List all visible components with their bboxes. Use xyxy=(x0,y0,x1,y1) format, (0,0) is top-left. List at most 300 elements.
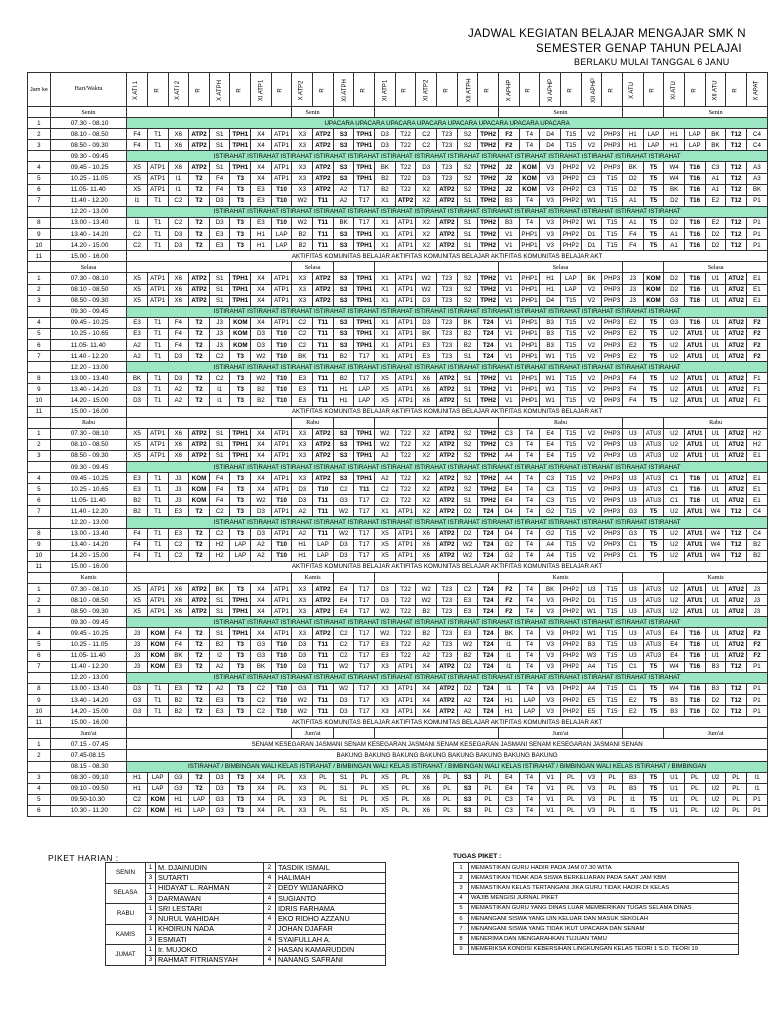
teacher-code: H2 xyxy=(209,539,230,550)
room-code: PHP3 xyxy=(602,528,623,539)
teacher-code: U1 xyxy=(705,439,726,450)
teacher-code: U3 xyxy=(622,495,643,506)
teacher-code: J3 xyxy=(622,273,643,284)
teacher-code: C2 xyxy=(457,584,478,595)
room-code: ATU3 xyxy=(643,606,664,617)
room-code: T23 xyxy=(437,339,458,350)
teacher-code: C3 xyxy=(499,428,520,439)
teacher-code: V1 xyxy=(499,339,520,350)
class-header: XII APHP xyxy=(581,73,602,107)
room-code: PHP1 xyxy=(519,240,540,251)
room-code: ATP1 xyxy=(395,506,416,517)
piket-name: DARMAWAN xyxy=(156,893,264,903)
teacher-code: U1 xyxy=(705,639,726,650)
teacher-code: U3 xyxy=(622,428,643,439)
period-number: 4 xyxy=(28,317,51,328)
teacher-code: C2 xyxy=(333,650,354,661)
room-code: T22 xyxy=(395,628,416,639)
room-code: T3 xyxy=(230,772,251,783)
teacher-code: C1 xyxy=(664,495,685,506)
teacher-code: S3 xyxy=(457,805,478,816)
piket-name: DEDY WIJANARKO xyxy=(276,883,386,893)
room-code: ATU3 xyxy=(643,595,664,606)
period-time: 14.20 - 15.00 xyxy=(50,550,126,561)
istirahat-row xyxy=(28,462,768,473)
room-code: T12 xyxy=(726,528,747,539)
teacher-code: H1 xyxy=(622,140,643,151)
room-code: LAP xyxy=(643,140,664,151)
room-code: ATP2 xyxy=(189,584,210,595)
room-code: PHP1 xyxy=(519,373,540,384)
room-code: T15 xyxy=(602,628,623,639)
room-code: T5 xyxy=(643,195,664,206)
room-code: ATU1 xyxy=(684,539,705,550)
period-number: 4 xyxy=(28,628,51,639)
teacher-code: F2 xyxy=(746,650,767,661)
piket-name: SUTARTI xyxy=(156,873,264,883)
teacher-code: C3 xyxy=(499,439,520,450)
period-time: 10.25 - 11.05 xyxy=(50,639,126,650)
room-code: PHP3 xyxy=(602,428,623,439)
teacher-code: S1 xyxy=(457,240,478,251)
period-time: 15.00 - 16.00 xyxy=(50,717,126,728)
day-band: Senin xyxy=(664,107,768,118)
room-code: T11 xyxy=(313,351,334,362)
period-time: 14.20 - 15.00 xyxy=(50,395,126,406)
teacher-code: U3 xyxy=(622,639,643,650)
period-row xyxy=(28,539,768,550)
teacher-code: V3 xyxy=(540,195,561,206)
teacher-code: X5 xyxy=(375,794,396,805)
teacher-code: F2 xyxy=(499,140,520,151)
room-code: T11 xyxy=(313,384,334,395)
teacher-code: W4 xyxy=(664,661,685,672)
teacher-code: H1 xyxy=(499,694,520,705)
teacher-code: D3 xyxy=(251,506,272,517)
teacher-code: BK xyxy=(746,184,767,195)
teacher-code: X1 xyxy=(375,195,396,206)
room-code: ATP1 xyxy=(147,439,168,450)
teacher-code: W2 xyxy=(292,195,313,206)
teacher-code: D3 xyxy=(333,694,354,705)
teacher-code: W2 xyxy=(333,683,354,694)
teacher-code: U2 xyxy=(705,794,726,805)
room-code: T5 xyxy=(643,328,664,339)
room-code: T3 xyxy=(230,495,251,506)
teacher-code: BK xyxy=(168,650,189,661)
teacher-code: B3 xyxy=(622,783,643,794)
room-code: ATU2 xyxy=(726,628,747,639)
teacher-code: U2 xyxy=(664,351,685,362)
teacher-code: V3 xyxy=(581,805,602,816)
day-band xyxy=(375,417,499,428)
teacher-code: X3 xyxy=(292,783,313,794)
room-code: TPH2 xyxy=(478,217,499,228)
room-code: ATP2 xyxy=(437,195,458,206)
tugas-number: 4 xyxy=(454,893,469,903)
room-code: ATU2 xyxy=(726,384,747,395)
day-header-row xyxy=(28,572,768,583)
period-number: 1 xyxy=(28,584,51,595)
room-code: T12 xyxy=(726,240,747,251)
teacher-code: H1 xyxy=(127,772,148,783)
room-code: ATU2 xyxy=(726,650,747,661)
teacher-code: U1 xyxy=(705,395,726,406)
tugas-row xyxy=(454,893,739,903)
teacher-code: D2 xyxy=(664,217,685,228)
room-code: ATP1 xyxy=(395,339,416,350)
room-code: KOM xyxy=(643,295,664,306)
tugas-text: MEMASTIKAN KELAS TERTANGANI JIKA GURU TIDAK HADIR DI KELAS xyxy=(469,883,739,893)
room-code: T4 xyxy=(519,606,540,617)
teacher-code: G3 xyxy=(209,805,230,816)
teacher-code: E4 xyxy=(664,628,685,639)
period-time: 07.30 - 08.10 xyxy=(50,273,126,284)
room-code: KOM xyxy=(189,495,210,506)
teacher-code: V2 xyxy=(581,395,602,406)
teacher-code: S3 xyxy=(333,339,354,350)
teacher-code: V3 xyxy=(540,628,561,639)
teacher-code: E3 xyxy=(416,351,437,362)
teacher-code: E2 xyxy=(622,351,643,362)
room-code: T3 xyxy=(230,783,251,794)
teacher-code: X4 xyxy=(251,284,272,295)
room-code: T22 xyxy=(395,495,416,506)
room-code: PHP3 xyxy=(602,339,623,350)
room-code: ATU2 xyxy=(726,428,747,439)
teacher-code: V2 xyxy=(581,506,602,517)
teacher-code: S1 xyxy=(209,450,230,461)
teacher-code: U1 xyxy=(705,351,726,362)
aktifitas-band: AKTIFITAS KOMUNITAS BELAJAR AKTIFITAS KOMUNITAS BELAJAR AKTIFITAS KOMUNITAS BELAJAR AKT xyxy=(127,561,768,572)
teacher-code: J3 xyxy=(746,606,767,617)
room-code: T17 xyxy=(354,595,375,606)
teacher-code: S1 xyxy=(457,395,478,406)
room-code: ATP2 xyxy=(189,595,210,606)
period-number: 8 xyxy=(28,683,51,694)
teacher-code: U1 xyxy=(705,484,726,495)
teacher-code: I1 xyxy=(622,805,643,816)
period-number: 4 xyxy=(28,162,51,173)
room-code: ATP2 xyxy=(313,584,334,595)
room-code: T17 xyxy=(354,584,375,595)
teacher-code: I1 xyxy=(209,384,230,395)
teacher-code: C1 xyxy=(664,473,685,484)
teacher-code: B2 xyxy=(251,395,272,406)
room-code: T17 xyxy=(354,628,375,639)
teacher-code: E3 xyxy=(251,195,272,206)
room-code: LAP xyxy=(147,772,168,783)
period-row xyxy=(28,783,768,794)
room-code: T15 xyxy=(560,450,581,461)
room-code: T11 xyxy=(313,328,334,339)
room-code: ATP2 xyxy=(437,439,458,450)
teacher-code: D3 xyxy=(127,384,148,395)
teacher-code: U1 xyxy=(705,495,726,506)
teacher-code: V1 xyxy=(499,328,520,339)
istirahat-row xyxy=(28,362,768,373)
piket-number: 3 xyxy=(146,955,156,965)
room-code: T15 xyxy=(560,140,581,151)
teacher-code: X5 xyxy=(127,162,148,173)
tugas-number: 7 xyxy=(454,924,469,934)
teacher-code: X1 xyxy=(375,295,396,306)
room-code: T1 xyxy=(147,240,168,251)
teacher-code: B3 xyxy=(622,772,643,783)
teacher-code: S3 xyxy=(333,173,354,184)
period-time: 11.40 - 12.20 xyxy=(50,351,126,362)
teacher-code: G3 xyxy=(664,317,685,328)
room-code: ATP1 xyxy=(395,550,416,561)
teacher-code: D3 xyxy=(333,550,354,561)
class-header: XII ATPH xyxy=(457,73,478,107)
teacher-code: S3 xyxy=(333,473,354,484)
piket-day: JUMAT xyxy=(106,945,146,966)
room-code: TPH1 xyxy=(230,273,251,284)
teacher-code: C2 xyxy=(168,217,189,228)
teacher-code: C3 xyxy=(705,162,726,173)
teacher-code: G3 xyxy=(292,683,313,694)
day-band xyxy=(127,262,292,273)
period-time: 09.45 - 10.25 xyxy=(50,162,126,173)
room-code: T22 xyxy=(395,473,416,484)
room-code: T23 xyxy=(437,584,458,595)
room-code: TPH2 xyxy=(478,439,499,450)
room-code: T3 xyxy=(230,694,251,705)
room-code: TPH1 xyxy=(354,428,375,439)
room-code: ATU2 xyxy=(726,395,747,406)
room-code: PHP1 xyxy=(519,295,540,306)
room-code: T4 xyxy=(519,484,540,495)
aktifitas-row xyxy=(28,717,768,728)
period-number xyxy=(28,306,51,317)
teacher-code: A2 xyxy=(168,395,189,406)
teacher-code: BK xyxy=(540,584,561,595)
teacher-code: X4 xyxy=(251,606,272,617)
period-row xyxy=(28,384,768,395)
teacher-code: X3 xyxy=(292,772,313,783)
teacher-code: E3 xyxy=(375,650,396,661)
teacher-code: A2 xyxy=(333,195,354,206)
room-code: T3 xyxy=(230,395,251,406)
period-time: 11.05- 11.40 xyxy=(50,339,126,350)
teacher-code: C2 xyxy=(292,339,313,350)
room-code: T24 xyxy=(478,351,499,362)
teacher-code: S1 xyxy=(209,162,230,173)
teacher-code: U2 xyxy=(664,439,685,450)
room-code: LAP xyxy=(684,140,705,151)
day-band xyxy=(622,107,663,118)
room-code: T3 xyxy=(230,229,251,240)
teacher-code: C2 xyxy=(168,539,189,550)
room-code: T24 xyxy=(478,528,499,539)
room-code: ATP2 xyxy=(189,439,210,450)
room-code: PHP3 xyxy=(602,450,623,461)
teacher-code: U1 xyxy=(705,384,726,395)
piket-number: 4 xyxy=(264,893,276,903)
istirahat-band: ISTIRAHAT ISTIRAHAT ISTIRAHAT ISTIRAHAT ISTIRAHAT ISTIRAHAT ISTIRAHAT ISTIRAHAT ISTIRAHAT ISTIRAHAT ISTIRAHAT ISTIRAHAT ISTIRAHAT ISTIRAHAT xyxy=(127,362,768,373)
room-code: LAP xyxy=(560,284,581,295)
teacher-code: D4 xyxy=(540,295,561,306)
teacher-code: I1 xyxy=(499,661,520,672)
room-code: ATP1 xyxy=(271,484,292,495)
teacher-code: X2 xyxy=(416,484,437,495)
period-row xyxy=(28,794,768,805)
period-number: 9 xyxy=(28,694,51,705)
teacher-code: X3 xyxy=(375,661,396,672)
teacher-code: X4 xyxy=(251,428,272,439)
room-code: PL xyxy=(395,772,416,783)
class-header: R xyxy=(437,73,458,107)
room-code: TPH2 xyxy=(478,140,499,151)
room-code: PL xyxy=(726,783,747,794)
teacher-code: U2 xyxy=(664,339,685,350)
tugas-piket-table xyxy=(453,862,739,955)
day-band: Kamis xyxy=(664,572,768,583)
teacher-code: F4 xyxy=(622,240,643,251)
room-code: LAP xyxy=(354,395,375,406)
period-time: 11.05- 11.40 xyxy=(50,184,126,195)
teacher-code: C3 xyxy=(499,805,520,816)
room-code: PL xyxy=(271,783,292,794)
teacher-code: D2 xyxy=(705,229,726,240)
room-code: PHP3 xyxy=(602,162,623,173)
teacher-code: H1 xyxy=(292,550,313,561)
piket-row xyxy=(106,893,386,903)
room-code: T24 xyxy=(478,639,499,650)
room-code: ATP1 xyxy=(271,295,292,306)
room-code: PHP2 xyxy=(560,639,581,650)
period-row xyxy=(28,184,768,195)
room-code: PHP3 xyxy=(602,295,623,306)
room-code: T1 xyxy=(147,229,168,240)
teacher-code: BK xyxy=(499,628,520,639)
teacher-code: S3 xyxy=(333,273,354,284)
room-code: TPH1 xyxy=(354,140,375,151)
teacher-code: S3 xyxy=(333,295,354,306)
room-code: T3 xyxy=(230,661,251,672)
teacher-code: X4 xyxy=(251,129,272,140)
room-code: ATP2 xyxy=(437,706,458,717)
teacher-code: P1 xyxy=(746,805,767,816)
room-code: T5 xyxy=(643,240,664,251)
period-row xyxy=(28,373,768,384)
period-row xyxy=(28,162,768,173)
piket-number: 2 xyxy=(264,945,276,955)
teacher-code: D3 xyxy=(209,217,230,228)
room-code: PL xyxy=(437,772,458,783)
teacher-code: E3 xyxy=(292,373,313,384)
room-code: ATU1 xyxy=(684,339,705,350)
period-time: 08.10 - 08.50 xyxy=(50,129,126,140)
period-number: 11 xyxy=(28,561,51,572)
period-number: 5 xyxy=(28,639,51,650)
piket-name: TASDIK ISMAIL xyxy=(276,863,386,873)
istirahat-band: ISTIRAHAT ISTIRAHAT ISTIRAHAT ISTIRAHAT ISTIRAHAT ISTIRAHAT ISTIRAHAT ISTIRAHAT ISTIRAHAT ISTIRAHAT ISTIRAHAT ISTIRAHAT ISTIRAHAT ISTIRAHAT xyxy=(127,617,768,628)
period-time: 13.40 - 14.20 xyxy=(50,694,126,705)
room-code: T22 xyxy=(395,484,416,495)
room-code: TPH1 xyxy=(354,328,375,339)
teacher-code: X4 xyxy=(416,683,437,694)
piket-row xyxy=(106,924,386,934)
teacher-code: D3 xyxy=(333,539,354,550)
jam-ke-header: Jam ke xyxy=(28,73,51,107)
room-code: T17 xyxy=(354,217,375,228)
teacher-code: V2 xyxy=(581,373,602,384)
teacher-code: A2 xyxy=(251,539,272,550)
teacher-code: S1 xyxy=(333,805,354,816)
teacher-code: C2 xyxy=(416,129,437,140)
teacher-code: S1 xyxy=(209,129,230,140)
teacher-code: S3 xyxy=(457,772,478,783)
teacher-code: A4 xyxy=(540,539,561,550)
teacher-code: G2 xyxy=(540,528,561,539)
teacher-code: V3 xyxy=(581,794,602,805)
room-code: T15 xyxy=(560,495,581,506)
teacher-code: V2 xyxy=(581,439,602,450)
room-code: PL xyxy=(354,783,375,794)
room-code: ATU3 xyxy=(643,584,664,595)
teacher-code: V3 xyxy=(540,217,561,228)
teacher-code: D4 xyxy=(499,506,520,517)
room-code: PL xyxy=(684,794,705,805)
room-code: TPH2 xyxy=(478,484,499,495)
room-code: T1 xyxy=(147,328,168,339)
room-code: ATP2 xyxy=(313,595,334,606)
day-band xyxy=(127,728,292,739)
room-code: ATP1 xyxy=(395,528,416,539)
teacher-code: V1 xyxy=(499,384,520,395)
teacher-code: H1 xyxy=(540,273,561,284)
teacher-code: E3 xyxy=(251,184,272,195)
room-code: TPH2 xyxy=(478,395,499,406)
teacher-code: E3 xyxy=(168,683,189,694)
teacher-code: J3 xyxy=(209,317,230,328)
piket-number: 2 xyxy=(264,904,276,914)
room-code: PL xyxy=(684,772,705,783)
room-code: T15 xyxy=(560,384,581,395)
teacher-code: F4 xyxy=(168,317,189,328)
period-number: 4 xyxy=(28,473,51,484)
room-code: T15 xyxy=(560,373,581,384)
room-code: ATP2 xyxy=(189,606,210,617)
room-code: T15 xyxy=(602,706,623,717)
class-header: R xyxy=(519,73,540,107)
room-code: T16 xyxy=(684,650,705,661)
room-code: T22 xyxy=(395,639,416,650)
period-time: 07.15 - 07.45 xyxy=(50,739,126,750)
teacher-code: X1 xyxy=(375,229,396,240)
teacher-code: X6 xyxy=(168,129,189,140)
period-row xyxy=(28,240,768,251)
room-code: ATP1 xyxy=(147,184,168,195)
room-code: T4 xyxy=(519,428,540,439)
teacher-code: X4 xyxy=(251,173,272,184)
period-row xyxy=(28,339,768,350)
room-code: LAP xyxy=(189,805,210,816)
teacher-code: E2 xyxy=(622,317,643,328)
teacher-code: U3 xyxy=(622,473,643,484)
room-code: T2 xyxy=(189,772,210,783)
room-code: T22 xyxy=(395,584,416,595)
room-code: T12 xyxy=(726,661,747,672)
room-code: T22 xyxy=(395,129,416,140)
teacher-code: W2 xyxy=(375,428,396,439)
period-number: 11 xyxy=(28,717,51,728)
period-row xyxy=(28,229,768,240)
room-code: ATP1 xyxy=(271,584,292,595)
room-code: TPH1 xyxy=(354,284,375,295)
